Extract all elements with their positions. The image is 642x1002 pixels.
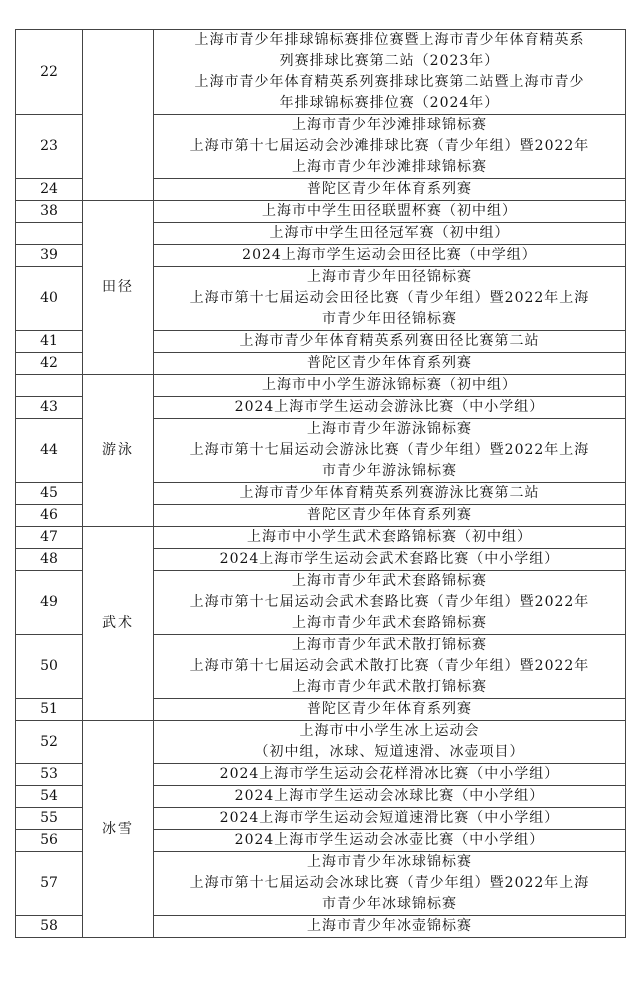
- row-number: 57: [16, 852, 83, 916]
- row-number: 49: [16, 571, 83, 635]
- competition-name-line: 上海市青少年体育精英系列赛排球比赛第二站暨上海市青少: [194, 74, 585, 90]
- competition-name: [154, 764, 626, 786]
- competition-name-line: 市青少年冰球锦标赛: [322, 896, 457, 912]
- table-row: [16, 721, 626, 764]
- row-number: 48: [16, 549, 83, 571]
- competition-name-line: 上海市青少年武术散打锦标赛: [292, 679, 487, 695]
- competition-name-line: 上海市第十七届运动会冰球比赛（青少年组）暨2022年上海: [189, 875, 590, 891]
- competition-name: [154, 201, 626, 223]
- competition-name-line: 2024上海市学生运动会田径比赛（中学组）: [242, 247, 537, 263]
- competition-name-line: 市青少年田径锦标赛: [322, 311, 457, 327]
- table-row: [16, 527, 626, 549]
- competition-name: [154, 267, 626, 331]
- competition-name: [154, 223, 626, 245]
- row-number: 45: [16, 483, 83, 505]
- competition-name: [154, 115, 626, 179]
- competition-name-line: 上海市中小学生游泳锦标赛（初中组）: [262, 377, 517, 393]
- competition-name: [154, 30, 626, 115]
- competition-name-line: 上海市青少年游泳锦标赛: [307, 421, 472, 437]
- competition-name-line: 上海市青少年沙滩排球锦标赛: [292, 159, 487, 175]
- row-number: 51: [16, 699, 83, 721]
- competition-name: [154, 419, 626, 483]
- competition-name: [154, 353, 626, 375]
- row-number: 43: [16, 397, 83, 419]
- competition-name-line: 上海市青少年冰球锦标赛: [307, 854, 472, 870]
- competition-name: [154, 549, 626, 571]
- competition-name: [154, 179, 626, 201]
- competition-name-line: 上海市中小学生武术套路锦标赛（初中组）: [247, 529, 532, 545]
- competition-name-line: 上海市青少年体育精英系列赛游泳比赛第二站: [239, 485, 540, 501]
- competition-name: [154, 786, 626, 808]
- competition-name-line: 上海市中学生田径冠军赛（初中组）: [269, 225, 510, 241]
- competition-name: [154, 852, 626, 916]
- competition-name: [154, 483, 626, 505]
- sport-category: 冰雪: [83, 721, 154, 938]
- row-number: [16, 223, 83, 245]
- competition-name-line: 上海市青少年武术套路锦标赛: [292, 573, 487, 589]
- competition-name: [154, 505, 626, 527]
- row-number: 55: [16, 808, 83, 830]
- row-number: 46: [16, 505, 83, 527]
- competition-name-line: 上海市第十七届运动会沙滩排球比赛（青少年组）暨2022年: [189, 138, 590, 154]
- competition-name-line: 上海市青少年冰壶锦标赛: [307, 918, 472, 934]
- table-row: [16, 201, 626, 223]
- competition-name-line: 上海市青少年田径锦标赛: [307, 269, 472, 285]
- sport-category: 武术: [83, 527, 154, 721]
- competition-name-line: 上海市青少年沙滩排球锦标赛: [292, 117, 487, 133]
- row-number: 56: [16, 830, 83, 852]
- competition-name-line: 列赛排球比赛第二站（2023年）: [279, 53, 500, 69]
- row-number: 44: [16, 419, 83, 483]
- competition-name-line: 上海市第十七届运动会田径比赛（青少年组）暨2022年上海: [189, 290, 590, 306]
- competition-name-line: 上海市青少年排球锦标赛排位赛暨上海市青少年体育精英系: [194, 32, 585, 48]
- competition-name-line: 2024上海市学生运动会冰壶比赛（中小学组）: [234, 832, 545, 848]
- table-row: [16, 30, 626, 115]
- table-body: [16, 30, 626, 938]
- sport-category: 田径: [83, 201, 154, 375]
- table-row: [16, 375, 626, 397]
- competition-name-line: 年排球锦标赛排位赛（2024年）: [279, 95, 500, 111]
- row-number: 41: [16, 331, 83, 353]
- competition-name-line: 普陀区青少年体育系列赛: [307, 701, 472, 717]
- competition-name-line: 上海市青少年武术散打锦标赛: [292, 637, 487, 653]
- sport-category: 游泳: [83, 375, 154, 527]
- row-number: 58: [16, 916, 83, 938]
- competition-name-line: 2024上海市学生运动会游泳比赛（中小学组）: [234, 399, 545, 415]
- competition-name-line: 2024上海市学生运动会花样滑冰比赛（中小学组）: [219, 766, 560, 782]
- competition-name: [154, 721, 626, 764]
- competition-name-line: 上海市青少年体育精英系列赛田径比赛第二站: [239, 333, 540, 349]
- competition-name: [154, 699, 626, 721]
- row-number: 38: [16, 201, 83, 223]
- sport-category: [83, 30, 154, 201]
- competition-name: [154, 331, 626, 353]
- row-number: 39: [16, 245, 83, 267]
- competition-name: [154, 375, 626, 397]
- competition-name-line: 上海市第十七届运动会武术套路比赛（青少年组）暨2022年: [189, 594, 590, 610]
- row-number: 47: [16, 527, 83, 549]
- competition-name-line: 上海市青少年武术套路锦标赛: [292, 615, 487, 631]
- competition-name-line: 上海市第十七届运动会武术散打比赛（青少年组）暨2022年: [189, 658, 590, 674]
- competition-name-line: 2024上海市学生运动会冰球比赛（中小学组）: [234, 788, 545, 804]
- competition-name-line: 上海市第十七届运动会游泳比赛（青少年组）暨2022年上海: [189, 442, 590, 458]
- row-number: 23: [16, 115, 83, 179]
- competition-name-line: 2024上海市学生运动会短道速滑比赛（中小学组）: [219, 810, 560, 826]
- competition-name-line: 普陀区青少年体育系列赛: [307, 355, 472, 371]
- competition-name: [154, 397, 626, 419]
- competition-name-line: 2024上海市学生运动会武术套路比赛（中小学组）: [219, 551, 560, 567]
- row-number: 42: [16, 353, 83, 375]
- competition-name: [154, 245, 626, 267]
- competition-name: [154, 527, 626, 549]
- competition-name: [154, 916, 626, 938]
- competition-name: [154, 635, 626, 699]
- row-number: 52: [16, 721, 83, 764]
- competition-table: [15, 29, 626, 938]
- row-number: 24: [16, 179, 83, 201]
- competition-name-line: （初中组，冰球、短道速滑、冰壶项目）: [254, 744, 525, 760]
- row-number: 54: [16, 786, 83, 808]
- competition-name-line: 普陀区青少年体育系列赛: [307, 507, 472, 523]
- competition-name: [154, 808, 626, 830]
- row-number: [16, 375, 83, 397]
- row-number: 40: [16, 267, 83, 331]
- row-number: 53: [16, 764, 83, 786]
- competition-name-line: 市青少年游泳锦标赛: [322, 463, 457, 479]
- competition-name: [154, 830, 626, 852]
- competition-name-line: 上海市中学生田径联盟杯赛（初中组）: [262, 203, 517, 219]
- competition-name-line: 上海市中小学生冰上运动会: [299, 723, 480, 739]
- competition-name-line: 普陀区青少年体育系列赛: [307, 181, 472, 197]
- row-number: 22: [16, 30, 83, 115]
- competition-name: [154, 571, 626, 635]
- row-number: 50: [16, 635, 83, 699]
